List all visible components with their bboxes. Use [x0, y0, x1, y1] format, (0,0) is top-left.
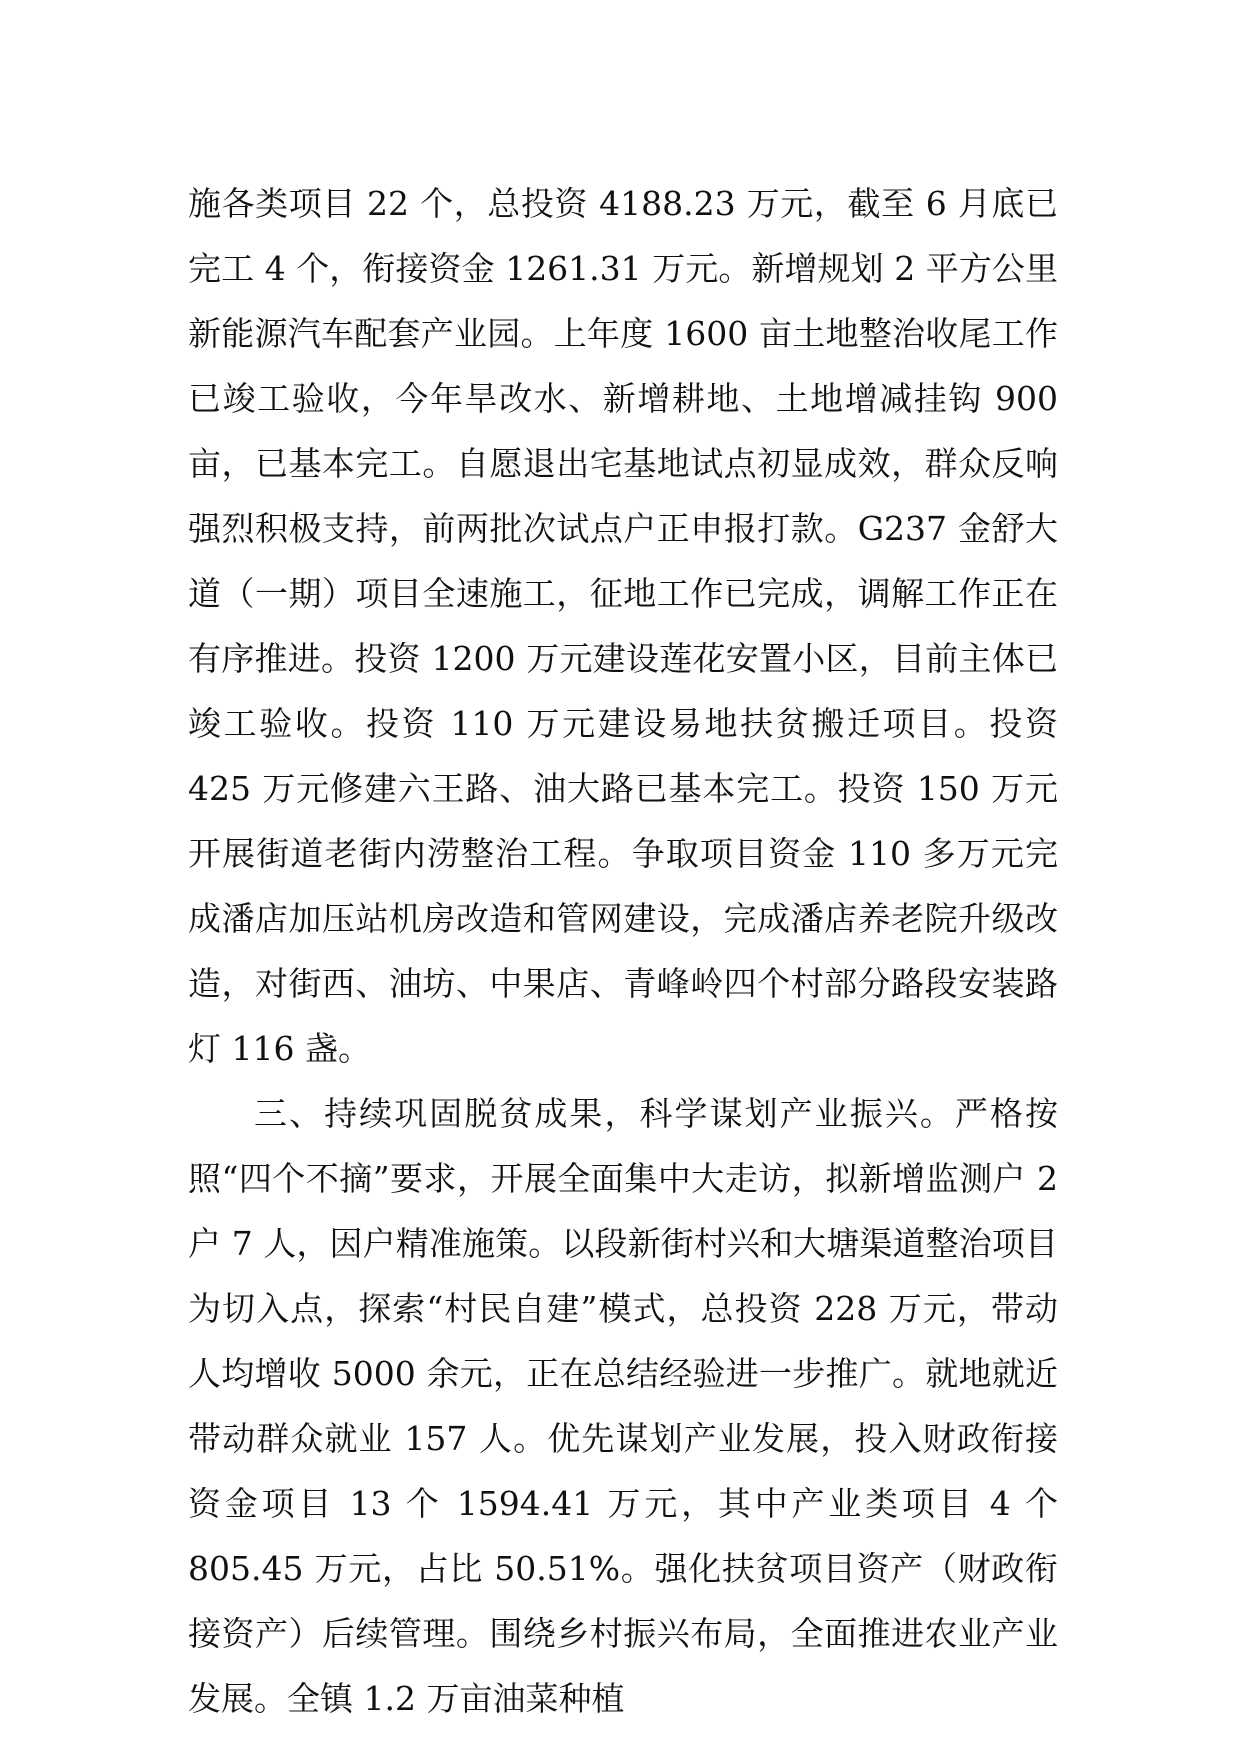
- body-text: [188, 171, 1058, 1731]
- paragraph-continuation: 施各类项目 22 个，总投资 4188.23 万元，截至 6 月底已完工 4 个，衔接资金 1261.31 万元。新增规划 2 平方公里新能源汽车配套产业园。上年度 1600 亩土地整治收尾工作已竣工验收，今年旱改水、新增耕地、土地增减挂钩 900 亩，已基本完工。自愿退出宅基地试点初显成效，群众反响强烈积极支持，前两批次试点户正申报打款。G237 金舒大道（一期）项目全速施工，征地工作已完成，调解工作正在有序推进。投资 1200 万元建设莲花安置小区，目前主体已竣工验收。投资 110 万元建设易地扶贫搬迁项目。投资 425 万元修建六王路、油大路已基本完工。投资 150 万元开展街道老街内涝整治工程。争取项目资金 110 多万元完成潘店加压站机房改造和管网建设，完成潘店养老院升级改造，对街西、油坊、中果店、青峰岭四个村部分路段安装路灯 116 盏。: [188, 184, 1058, 1068]
- paragraph-section-three: 三、持续巩固脱贫成果，科学谋划产业振兴。严格按照“四个不摘”要求，开展全面集中大走访，拟新增监测户 2 户 7 人，因户精准施策。以段新街村兴和大塘渠道整治项目为切入点，探索“村民自建”模式，总投资 228 万元，带动人均增收 5000 余元，正在总结经验进一步推广。就地就近带动群众就业 157 人。优先谋划产业发展，投入财政衔接资金项目 13 个 1594.41 万元，其中产业类项目 4 个 805.45 万元，占比 50.51%。强化扶贫项目资产（财政衔接资产）后续管理。围绕乡村振兴布局，全面推进农业产业发展。全镇 1.2 万亩油菜种植: [188, 1094, 1058, 1718]
